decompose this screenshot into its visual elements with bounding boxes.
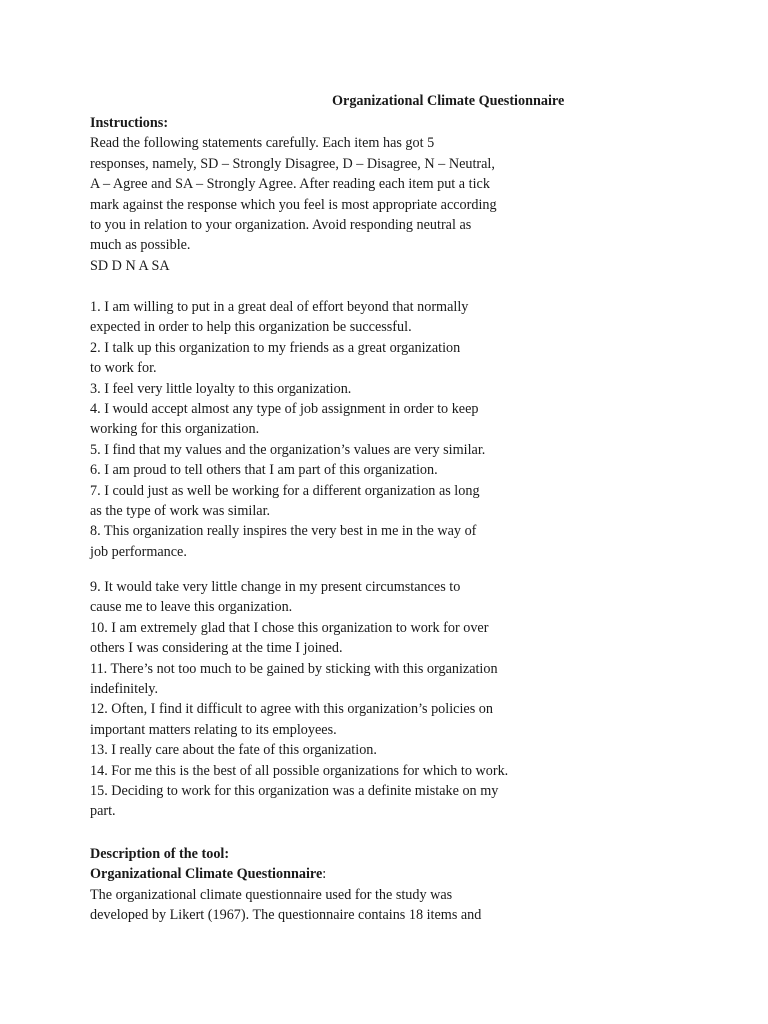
description-section <box>90 844 550 926</box>
item-line: 6. I am proud to tell others that I am part of this organization. <box>90 462 438 479</box>
instructions-line: A – Agree and SA – Strongly Agree. After reading each item put a tick <box>90 176 490 193</box>
item-line: 3. I feel very little loyalty to this organization. <box>90 380 352 397</box>
item-line: 7. I could just as well be working for a different organization as long <box>90 482 480 499</box>
instructions-line: to you in relation to your organization. Avoid responding neutral as <box>90 216 472 233</box>
item-line: 2. I talk up this organization to my friends as a great organization <box>90 339 461 356</box>
item-line: 12. Often, I find it difficult to agree with this organization’s policies on <box>90 701 493 718</box>
response-scale: SD D N A SA <box>90 257 170 274</box>
description-line: developed by Likert (1967). The questionnaire contains 18 items and <box>90 907 482 924</box>
item-line: to work for. <box>90 360 157 377</box>
instructions-heading: Instructions: <box>90 115 169 131</box>
instructions-line: Read the following statements carefully. Each item has got 5 <box>90 135 435 152</box>
item-line: 14. For me this is the best of all possible organizations for which to work. <box>90 762 509 779</box>
item-line: part. <box>90 803 116 820</box>
description-heading: Description of the tool: <box>90 846 230 862</box>
item-line: 1. I am willing to put in a great deal of effort beyond that normally <box>90 299 469 315</box>
description-subheading-colon: : <box>322 866 327 883</box>
item-line: 15. Deciding to work for this organization was a definite mistake on my <box>90 782 499 799</box>
item-line: important matters relating to its employees. <box>90 721 337 738</box>
instructions-line: much as possible. <box>90 237 191 254</box>
description-subheading: Organizational Climate Questionnaire <box>90 866 323 883</box>
questionnaire-items-group-2 <box>90 577 550 822</box>
item-line: as the type of work was similar. <box>90 502 271 519</box>
document-title: Organizational Climate Questionnaire <box>332 93 565 109</box>
instructions-line: mark against the response which you feel is most appropriate according <box>90 196 497 213</box>
item-line: expected in order to help this organization be successful. <box>90 319 412 336</box>
questionnaire-items-group-1 <box>90 297 550 562</box>
item-line: indefinitely. <box>90 680 159 697</box>
item-line: working for this organization. <box>90 421 260 438</box>
item-line: 5. I find that my values and the organization’s values are very similar. <box>90 441 486 458</box>
item-line: 10. I am extremely glad that I chose this organization to work for over <box>90 619 489 636</box>
instructions-line: responses, namely, SD – Strongly Disagree, D – Disagree, N – Neutral, <box>90 155 495 172</box>
item-line: 13. I really care about the fate of this organization. <box>90 742 377 759</box>
item-line: others I was considering at the time I joined. <box>90 640 343 657</box>
item-line: cause me to leave this organization. <box>90 599 293 616</box>
item-line: job performance. <box>90 543 187 560</box>
item-line: 9. It would take very little change in my present circumstances to <box>90 579 461 595</box>
description-subheading-line <box>90 864 550 884</box>
item-line: 11. There’s not too much to be gained by sticking with this organization <box>90 660 498 677</box>
instructions-section <box>90 113 550 276</box>
item-line: 8. This organization really inspires the very best in me in the way of <box>90 523 477 540</box>
description-line: The organizational climate questionnaire used for the study was <box>90 886 453 903</box>
item-line: 4. I would accept almost any type of job assignment in order to keep <box>90 400 479 417</box>
